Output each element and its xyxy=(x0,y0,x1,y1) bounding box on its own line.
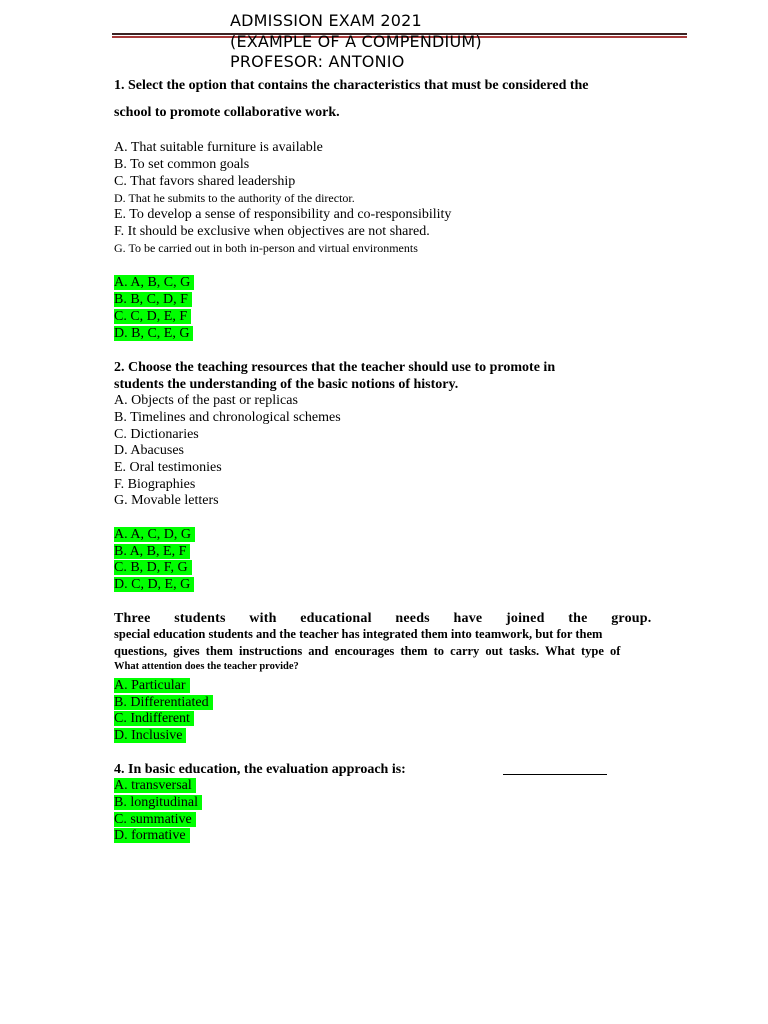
q2-prompt-line-1: 2. Choose the teaching resources that the teacher should use to promote in xyxy=(114,360,556,375)
q3-prompt-line-3: questions, gives them instructions and encourages them to carry out tasks. What type of xyxy=(114,644,621,658)
q2-answer-d[interactable] xyxy=(114,576,194,593)
q3-prompt-line-1: Three students with educational needs have joined the group. xyxy=(114,611,652,626)
q4-answer-c[interactable] xyxy=(114,811,196,828)
q2-item-g: G. Movable letters xyxy=(114,493,219,508)
q4-answer-c-text: C. summative xyxy=(114,812,196,827)
professor-name: PROFESOR: ANTONIO xyxy=(230,52,405,71)
answer-blank-line xyxy=(503,774,607,775)
q2-item-d: D. Abacuses xyxy=(114,443,184,458)
q1-answer-d[interactable] xyxy=(114,325,193,342)
q2-answer-b-text: B. A, B, E, F xyxy=(114,544,190,559)
q2-item-c: C. Dictionaries xyxy=(114,427,199,442)
q1-item-f: F. It should be exclusive when objectives are not shared. xyxy=(114,224,430,239)
q1-answer-a-text: A. A, B, C, G xyxy=(114,275,194,290)
q4-prompt: 4. In basic education, the evaluation approach is: xyxy=(114,762,406,777)
q3-answer-b[interactable] xyxy=(114,694,213,711)
q2-answer-a[interactable] xyxy=(114,526,195,543)
q1-answer-a[interactable] xyxy=(114,274,194,291)
exam-title: ADMISSION EXAM 2021 xyxy=(230,11,422,30)
q4-answer-b[interactable] xyxy=(114,794,202,811)
q2-item-b: B. Timelines and chronological schemes xyxy=(114,410,341,425)
q2-answer-a-text: A. A, C, D, G xyxy=(114,527,195,542)
q3-answer-c[interactable] xyxy=(114,710,194,727)
q1-item-g: G. To be carried out in both in-person and virtual environments xyxy=(114,241,418,255)
q1-item-b: B. To set common goals xyxy=(114,157,250,172)
q2-item-f: F. Biographies xyxy=(114,477,196,492)
q3-answer-a-text: A. Particular xyxy=(114,678,190,693)
q1-item-a: A. That suitable furniture is available xyxy=(114,140,323,155)
q1-answer-c-text: C. C, D, E, F xyxy=(114,309,191,324)
q2-answer-c-text: C. B, D, F, G xyxy=(114,560,192,575)
q3-answer-a[interactable] xyxy=(114,677,190,694)
q1-prompt-line-1: 1. Select the option that contains the characteristics that must be considered the xyxy=(114,78,589,93)
q2-answer-b[interactable] xyxy=(114,543,190,560)
q3-answer-d-text: D. Inclusive xyxy=(114,728,186,743)
q1-answer-b[interactable] xyxy=(114,291,192,308)
q4-answer-a-text: A. transversal xyxy=(114,778,196,793)
q1-answer-b-text: B. B, C, D, F xyxy=(114,292,192,307)
exam-subtitle: (EXAMPLE OF A COMPENDIUM) xyxy=(230,32,482,51)
q2-prompt-line-2: students the understanding of the basic notions of history. xyxy=(114,377,459,392)
q2-item-e: E. Oral testimonies xyxy=(114,460,222,475)
q4-answer-b-text: B. longitudinal xyxy=(114,795,202,810)
q3-answer-d[interactable] xyxy=(114,727,186,744)
q3-prompt-line-4: What attention does the teacher provide? xyxy=(114,661,299,672)
q3-answer-b-text: B. Differentiated xyxy=(114,695,213,710)
q1-answer-c[interactable] xyxy=(114,308,191,325)
q2-answer-d-text: D. C, D, E, G xyxy=(114,577,194,592)
q1-item-d: D. That he submits to the authority of the director. xyxy=(114,191,355,205)
q1-answer-d-text: D. B, C, E, G xyxy=(114,326,193,341)
q2-answer-c[interactable] xyxy=(114,559,192,576)
q1-item-e: E. To develop a sense of responsibility and co-responsibility xyxy=(114,207,452,222)
q2-item-a: A. Objects of the past or replicas xyxy=(114,393,298,408)
q4-answer-a[interactable] xyxy=(114,777,196,794)
q4-answer-d[interactable] xyxy=(114,827,190,844)
q3-prompt-line-2: special education students and the teacher has integrated them into teamwork, but for them xyxy=(114,627,603,641)
q3-answer-c-text: C. Indifferent xyxy=(114,711,194,726)
q4-answer-d-text: D. formative xyxy=(114,828,190,843)
q1-item-c: C. That favors shared leadership xyxy=(114,174,296,189)
q1-prompt-line-2: school to promote collaborative work. xyxy=(114,105,340,120)
